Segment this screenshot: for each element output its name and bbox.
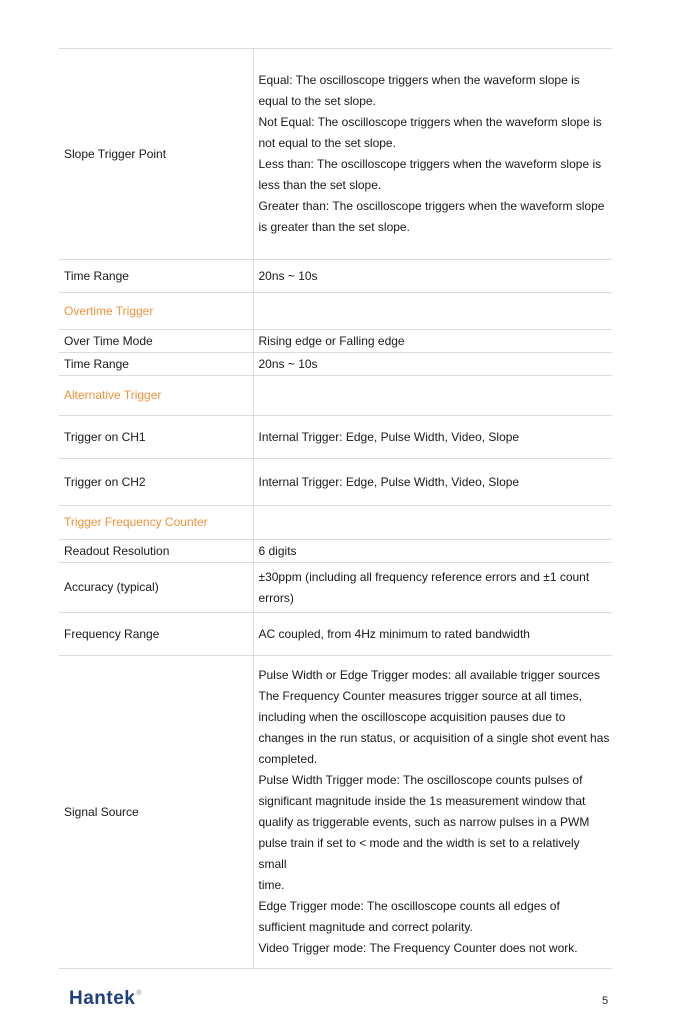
spec-value-line: 20ns ~ 10s	[258, 356, 318, 371]
spec-value-line: changes in the run status, or acquisition of a single shot event has	[258, 731, 610, 745]
spec-value-line: significant magnitude inside the 1s measurement window that	[258, 794, 586, 808]
spec-value	[253, 540, 612, 563]
spec-row	[59, 416, 612, 459]
spec-value	[253, 353, 612, 376]
spec-value-line: less than the set slope.	[258, 178, 382, 192]
spec-row	[59, 260, 612, 293]
spec-row	[59, 49, 612, 260]
spec-value-line: The Frequency Counter measures trigger source at all times,	[258, 689, 582, 703]
spec-value	[253, 506, 612, 540]
spec-value-line: Video Trigger mode: The Frequency Counter does not work.	[258, 941, 578, 955]
section-heading: Overtime Trigger	[59, 293, 253, 330]
spec-value	[253, 376, 612, 416]
section-heading-row	[59, 293, 612, 330]
spec-value-line: equal to the set slope.	[258, 94, 376, 108]
spec-value	[253, 613, 612, 656]
spec-row	[59, 563, 612, 613]
spec-value-line: Edge Trigger mode: The oscilloscope counts all edges of	[258, 899, 560, 913]
spec-value	[253, 416, 612, 459]
spec-value-line: AC coupled, from 4Hz minimum to rated bandwidth	[258, 626, 530, 641]
section-heading: Trigger Frequency Counter	[59, 506, 253, 540]
spec-value-line: 20ns ~ 10s	[258, 268, 318, 283]
spec-label: Time Range	[59, 353, 253, 376]
spec-value	[253, 260, 612, 293]
spec-value	[253, 330, 612, 353]
spec-value	[253, 459, 612, 506]
spec-label: Frequency Range	[59, 613, 253, 656]
spec-value-line: Internal Trigger: Edge, Pulse Width, Video, Slope	[258, 429, 520, 444]
brand-name: Hantek	[69, 988, 136, 1009]
spec-label: Time Range	[59, 260, 253, 293]
spec-value-line: Not Equal: The oscilloscope triggers when the waveform slope is	[258, 115, 602, 129]
spec-value-line: 6 digits	[258, 543, 297, 558]
spec-value-line: completed.	[258, 752, 318, 766]
spec-label: Trigger on CH1	[59, 416, 253, 459]
spec-label: Signal Source	[59, 656, 253, 969]
spec-value-line: Pulse Width or Edge Trigger modes: all available trigger sources	[258, 668, 600, 682]
registered-mark: ®	[136, 990, 143, 997]
spec-label: Trigger on CH2	[59, 459, 253, 506]
spec-value-line: Rising edge or Falling edge	[258, 333, 405, 348]
spec-row	[59, 613, 612, 656]
spec-label: Accuracy (typical)	[59, 563, 253, 613]
hantek-logo	[69, 988, 141, 1010]
section-heading-row	[59, 506, 612, 540]
spec-label: Over Time Mode	[59, 330, 253, 353]
spec-value	[253, 656, 612, 969]
spec-value-line: ±30ppm (including all frequency reference errors and ±1 count	[258, 569, 590, 584]
spec-value-line: Pulse Width Trigger mode: The oscilloscope counts pulses of	[258, 773, 583, 787]
spec-value-line: Less than: The oscilloscope triggers when the waveform slope is	[258, 157, 602, 171]
spec-value-line: not equal to the set slope.	[258, 136, 396, 150]
spec-value-line: is greater than the set slope.	[258, 220, 410, 234]
section-heading-row	[59, 376, 612, 416]
spec-row	[59, 656, 612, 969]
spec-row	[59, 353, 612, 376]
spec-value-line: time.	[258, 878, 285, 892]
section-heading: Alternative Trigger	[59, 376, 253, 416]
spec-row	[59, 540, 612, 563]
spec-value-line: sufficient magnitude and correct polarity.	[258, 920, 473, 934]
spec-row	[59, 459, 612, 506]
spec-value-line: errors)	[258, 590, 294, 605]
spec-value	[253, 563, 612, 613]
spec-table	[59, 48, 612, 969]
spec-value-line: Equal: The oscilloscope triggers when the waveform slope is	[258, 73, 580, 87]
spec-row	[59, 330, 612, 353]
spec-label: Readout Resolution	[59, 540, 253, 563]
spec-value-line: qualify as triggerable events, such as narrow pulses in a PWM	[258, 815, 590, 829]
spec-value	[253, 293, 612, 330]
spec-value-line: pulse train if set to < mode and the width is set to a relatively small	[258, 836, 580, 871]
spec-value-line: Greater than: The oscilloscope triggers when the waveform slope	[258, 199, 605, 213]
page-number: 5	[602, 995, 609, 1007]
spec-value-line: including when the oscilloscope acquisition pauses due to	[258, 710, 566, 724]
spec-value	[253, 49, 612, 260]
spec-label: Slope Trigger Point	[59, 49, 253, 260]
spec-value-line: Internal Trigger: Edge, Pulse Width, Video, Slope	[258, 474, 520, 489]
